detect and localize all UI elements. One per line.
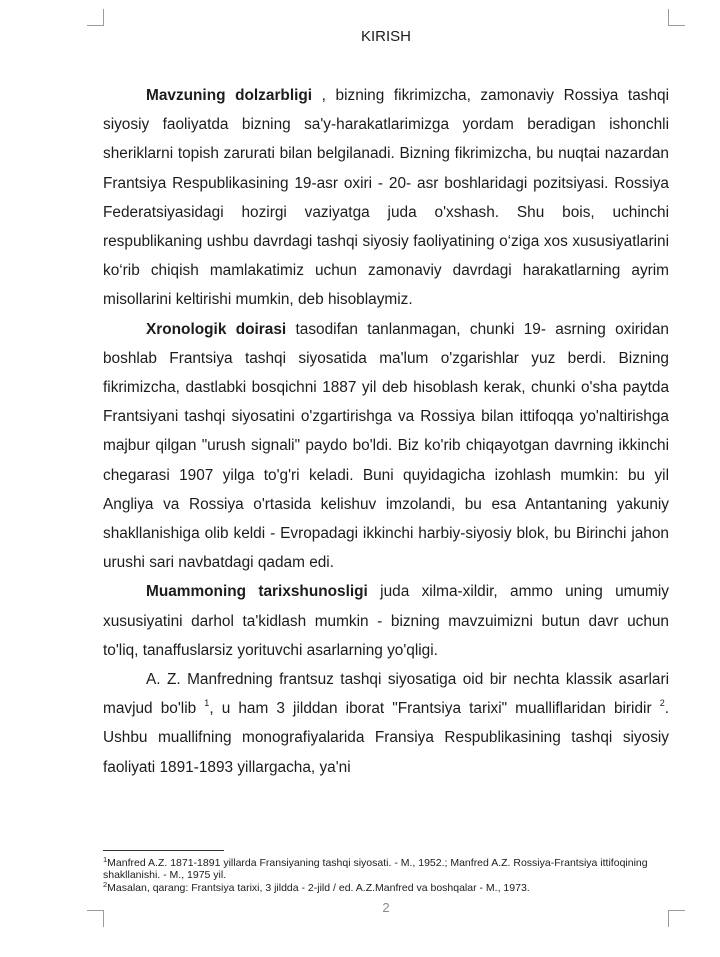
footnote-ref-1[interactable]: 1 xyxy=(204,698,210,709)
heading-chronology: Xronologik doirasi xyxy=(146,320,287,338)
paragraph-text: juda xilma-xildir, ammo uning umumiy xususiyatini darhol ta'kidlash mumkin - bizning mavzuimizni butun davr uchun to'liq, tanaffuslarsiz yorituvchi asarlarning yo'qligi. xyxy=(103,583,669,659)
footnote-text: Masalan, qarang: Frantsiya tarixi, 3 jildda - 2-jild / ed. A.Z.Manfred va boshqalar - M., 1973. xyxy=(107,881,530,894)
footnote-1 xyxy=(103,857,669,882)
footnote-marker: 2 xyxy=(103,879,108,889)
page-corner-mark-top-right xyxy=(668,9,685,26)
footnotes xyxy=(103,857,669,894)
footnote-text: Manfred A.Z. 1871-1891 yillarda Fransiyaning tashqi siyosati. - M., 1952.; Manfred A.Z. Rossiya-Frantsiya ittifoqining shakllanishi. - M., 1975 yil. xyxy=(103,857,648,882)
paragraph-manfred xyxy=(103,665,669,782)
paragraph-relevance xyxy=(103,81,669,315)
paragraph-text: , u ham 3 jilddan iborat "Frantsiya tarixi" mualliflaridan biridir xyxy=(209,700,652,718)
page-title: KIRISH xyxy=(360,28,411,45)
paragraph-text: . Ushbu muallifning monografiyalarida Fransiya Respublikasining tashqi siyosiy faoliyati 1891-1893 yillargacha, ya'ni xyxy=(103,700,669,776)
page-corner-mark-bottom-right xyxy=(668,910,685,927)
paragraph-historiography xyxy=(103,577,669,665)
paragraph-text: A. Z. Manfredning frantsuz tashqi siyosatiga oid bir nechta klassik asarlari mavjud bo'lib xyxy=(103,671,669,718)
paragraph-text: , bizning fikrimizcha, zamonaviy Rossiya tashqi siyosiy faoliyatda bizning sa'y-harakatlarimizga yordam beradigan ishonchli sheriklarni topish zarurati bilan belgilanadi. Bizning fikrimizcha, bu nuqtai nazardan Frantsiya Respublikasining 19-asr oxiri - 20- asr boshlaridagi pozitsiyasi. Rossiya Federatsiyasidagi hozirgi vaziyatga juda o'xshash. Shu bois, uchinchi respublikaning ushbu davrdagi tashqi siyosiy faoliyatining o‘ziga xos xususiyatlarini ko‘rib chiqish mamlakatimiz uchun zamonaviy davrdagi harakatlarning ayrim misollarini keltirishi mumkin, deb hisoblaymiz. xyxy=(103,87,669,309)
page-corner-mark-bottom-left xyxy=(87,910,104,927)
footnote-ref-2[interactable]: 2 xyxy=(659,698,665,709)
heading-relevance: Mavzuning dolzarbligi xyxy=(146,87,313,104)
paragraph-text: tasodifan tanlanmagan, chunki 19- asrning oxiridan boshlab Frantsiya tashqi siyosatida ma'lum o'zgarishlar yuz berdi. Bizning fikrimizcha, dastlabki bosqichni 1887 yil deb hisoblash kerak, chunki o'sha paytda Frantsiyani tashqi siyosatini o'zgartirishga va Rossiya bilan ittifoqqa yo'naltirishga majbur qilgan "urush signali" paydo bo'ldi. Biz ko'rib chiqayotgan davrning ikkinchi chegarasi 1907 yilga to'g'ri keladi. Buni quyidagicha izohlash mumkin: bu yil Angliya va Rossiya o'rtasida kelishuv imzolandi, bu esa Antantaning yakuniy shakllanishiga olib keldi - Evropadagi ikkinchi harbiy-siyosiy blok, bu Birinchi jahon urushi sari navbatdagi qadam edi. xyxy=(103,320,669,572)
page-corner-mark-top-left xyxy=(87,9,104,26)
paragraph-chronology xyxy=(103,315,669,578)
document-body xyxy=(103,81,669,782)
footnote-2 xyxy=(103,879,669,894)
heading-historiography: Muammoning tarixshunosligi xyxy=(146,583,368,601)
page-number: 2 xyxy=(382,900,390,915)
footnote-marker: 1 xyxy=(103,855,108,864)
footnote-separator xyxy=(103,850,224,851)
